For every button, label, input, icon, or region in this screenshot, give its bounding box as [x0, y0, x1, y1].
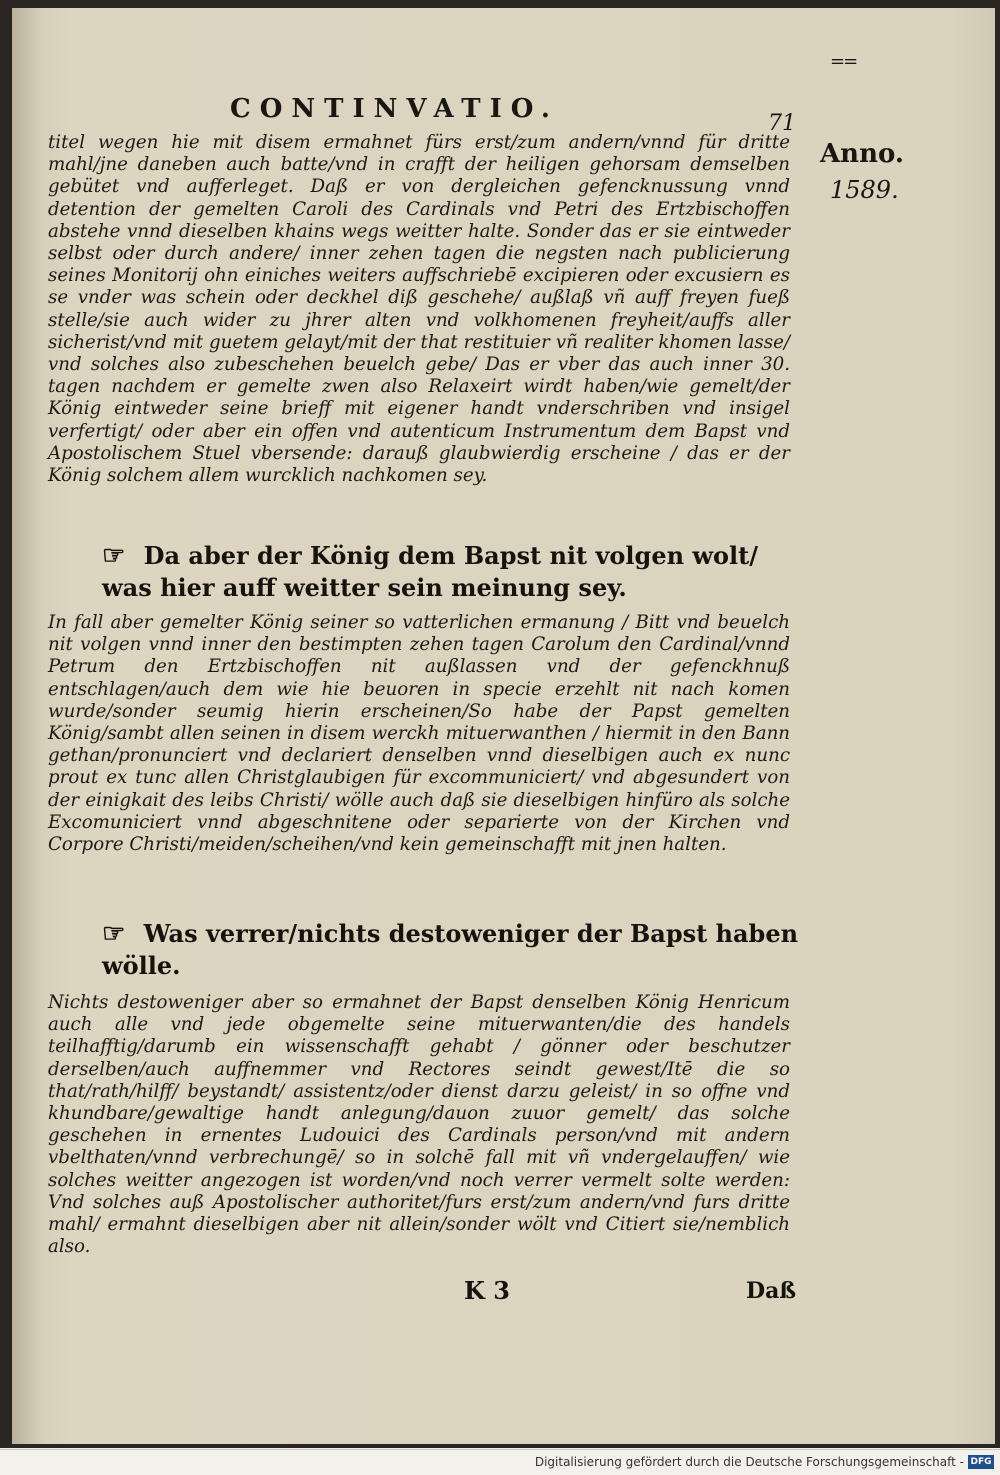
section-heading-2-text: Was verrer/nichts destoweniger der Bapst haben wölle. — [102, 919, 799, 980]
running-head: CONTINVATIO. — [230, 94, 559, 124]
section-heading-1-text: Da aber der König dem Bapst nit volgen wolt/ was hier auff weitter sein meinung sey. — [102, 541, 759, 602]
header-ornament: == — [830, 51, 857, 72]
document-page — [12, 8, 995, 1444]
pointing-hand-icon: ☞ — [102, 541, 126, 571]
footer-bar — [0, 1449, 1000, 1475]
pointing-hand-icon: ☞ — [102, 919, 126, 949]
section-heading-1 — [102, 540, 802, 604]
paragraph-2: In fall aber gemelter König seiner so vatterlichen ermanung / Bitt vnd beuelch nit volgen vnnd inner den bestimpten zehen tagen Carolum den Cardinal/vnnd Petrum den Ertzbischoffen nit außlassen vnd der gefenckhnuß entschlagen/auch dem wie hie beuoren in specie erzehlt nit nach komen wurde/sonder seumig hierin erscheinen/So habe der Papst gemelten König/sambt allen seinen in disem werckh mituerwanthen / hiermit in den Bann gethan/pronunciert vnd declariert denselben vnnd dieselbigen auch ex nunc prout ex tunc allen Christglaubigen für excommuniciert/ vnd abgesundert von der einigkait des leibs Christi/ wölle auch daß sie dieselbigen hinfüro als solche Excomuniciert vnnd abgeschnitene oder separierte von der Kirchen vnd Corpore Christi/meiden/scheihen/vnd kein gemeinschafft mit jnen halten. — [48, 612, 790, 856]
section-heading-2 — [102, 918, 802, 982]
signature-mark: K 3 — [464, 1276, 510, 1305]
year-value: 1589. — [830, 176, 899, 204]
dfg-logo: DFG — [968, 1455, 994, 1469]
funding-notice: Digitalisierung gefördert durch die Deutsche Forschungsgemeinschaft - — [534, 1455, 964, 1469]
catchword: Daß — [746, 1278, 797, 1304]
paragraph-3: Nichts destoweniger aber so ermahnet der Bapst denselben König Henricum auch alle vnd jede obgemelte seine mituerwanten/die des handels teilhafftig/darumb ein wissenschafft gehabt / gönner oder beschutzer derselben/auch auffnemmer vnd Rectores seindt gewest/Itē die so that/rath/hilff/ beystandt/ assistentz/oder dienst darzu geleist/ in so offne vnd khundbare/gewaltige handt anlegung/dauon zuuor gemelt/ das solche geschehen in ernentes Ludouici des Cardinals person/vnd mit andern vbelthaten/vnnd verbrechungē/ so in solchē fall mit vñ vndergelauffen/ wie solches weitter angezogen ist worden/vnd noch verrer vermelt solte werden: Vnd solches auß Apostolischer authoritet/furs erst/zum andern/vnd furs dritte mahl/ ermahnt dieselbigen aber nit allein/sonder wölt vnd Citiert sie/nemblich also. — [48, 992, 790, 1258]
year-label: Anno. — [820, 139, 904, 169]
page-number: 71 — [768, 111, 796, 136]
paragraph-1: titel wegen hie mit disem ermahnet fürs erst/zum andern/vnnd für dritte mahl/jne daneben auch batte/vnd in crafft der heiligen gehorsam demselben gebütet vnd aufferleget. Daß er von dergleichen gefencknussung vnnd detention der gemelten Caroli des Cardinals vnd Petri des Ertzbischoffen abstehe vnnd dieselben khains wegs weitter halte. Sonder das er sie eintweder selbst oder durch andere/ inner zehen tagen die negsten nach publicierung seines Monitorij ohn einiches weiters auffschriebē excipieren oder excusiern es se vnder was schein oder deckhel diß geschehe/ außlaß vñ auff freyen fueß stelle/sie auch wider zu jhrer alten vnd volkhomenen freyheit/auffs aller sicherist/vnd mit guetem gelayt/mit der that restituier vñ realiter khomen lasse/ vnd solches also zubeschehen beuelch gebe/ Das er vber das auch inner 30. tagen nachdem er gemelte zwen also Relaxeirt wirdt haben/wie gemelt/der König eintweder seine brieff mit eigener handt vnderschriben vnd insigel verfertigt/ oder aber ein offen vnd autenticum Instrumentum dem Bapst vnd Apostolischem Stuel vbersende: darauß glaubwierdig erscheine / das er der König solchem allem wurcklich nachkomen sey. — [48, 132, 790, 487]
